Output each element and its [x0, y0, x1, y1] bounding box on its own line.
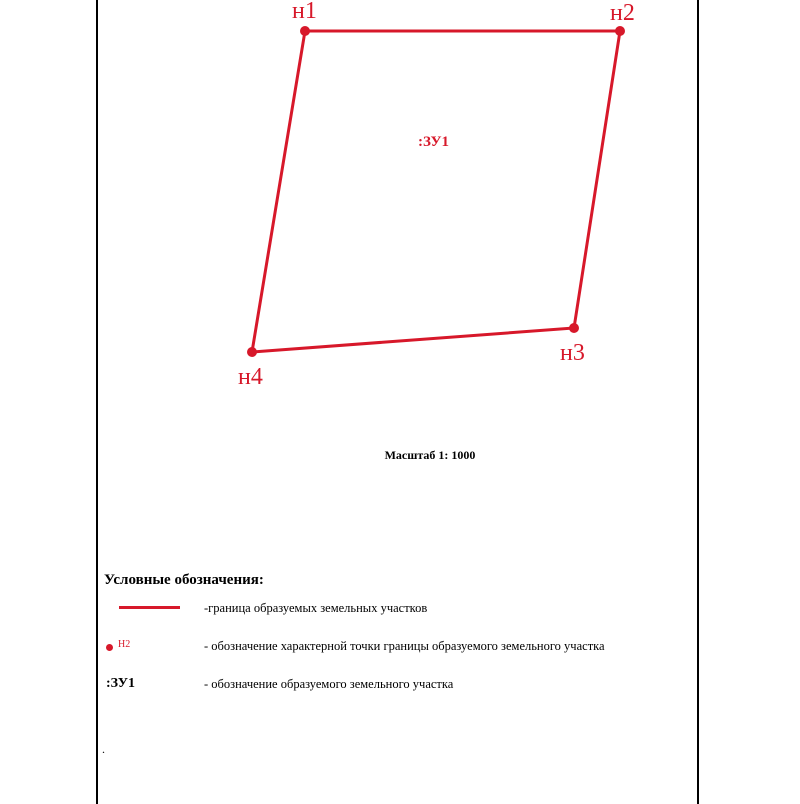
legend-row-parcel: [104, 674, 684, 696]
boundary-point-n1: [300, 26, 310, 36]
legend-row-point: [104, 636, 684, 658]
parcel-symbol: :ЗУ1: [106, 676, 135, 691]
point-symbol-label: Н2: [118, 639, 131, 650]
boundary-point-n3: [569, 323, 579, 333]
legend-point-text: - обозначение характерной точки границы образуемого земельного участка: [204, 639, 605, 653]
legend-row-boundary: [104, 598, 684, 620]
parcel-label: :ЗУ1: [418, 134, 450, 150]
boundary-point-n2: [615, 26, 625, 36]
scale-label: Масштаб 1: 1000: [384, 448, 476, 462]
point-label-n1: н1: [292, 0, 317, 24]
legend-boundary-text: -граница образуемых земельных участков: [204, 601, 428, 615]
point-label-n4: н4: [238, 364, 263, 390]
footer-mark: .: [102, 742, 105, 756]
point-label-n3: н3: [560, 340, 585, 366]
boundary-point-n4: [247, 347, 257, 357]
parcel-boundary: [252, 31, 620, 352]
point-label-n2: н2: [610, 0, 635, 26]
boundary-line-symbol: [119, 606, 180, 609]
point-dot-symbol: [106, 644, 113, 651]
legend-parcel-text: - обозначение образуемого земельного участка: [204, 677, 454, 691]
legend-title: Условные обозначения:: [104, 572, 264, 588]
